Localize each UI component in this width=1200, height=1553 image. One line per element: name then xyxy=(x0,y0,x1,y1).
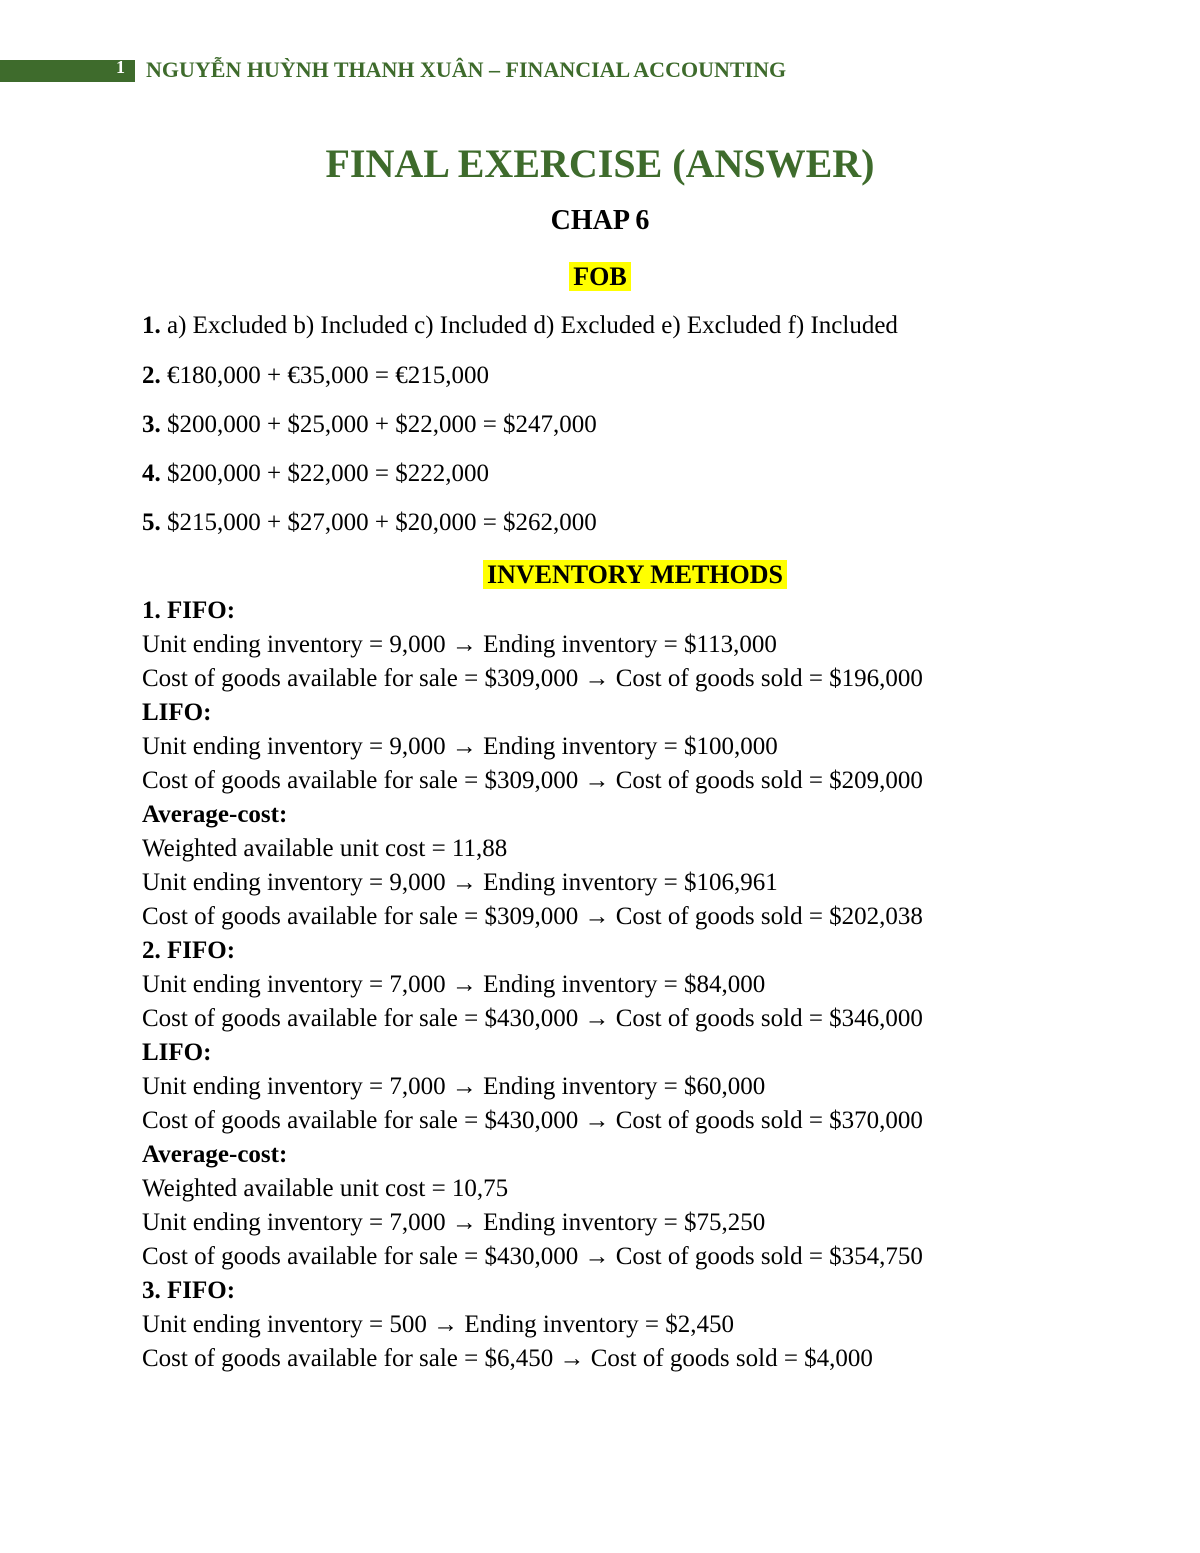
fob-answer-number: 3. xyxy=(142,411,161,438)
inventory-heading-row xyxy=(0,560,1200,590)
inventory-line xyxy=(142,1274,235,1308)
line-text: Weighted available unit cost = 10,75 xyxy=(142,1175,509,1202)
line-text: Unit ending inventory = 9,000 → Ending inventory = $113,000 xyxy=(142,631,777,658)
inventory-line xyxy=(142,968,765,1002)
header-title: NGUYỄN HUỲNH THANH XUÂN – FINANCIAL ACCOUNTING xyxy=(146,57,787,82)
line-text: Unit ending inventory = 9,000 → Ending inventory = $100,000 xyxy=(142,733,778,760)
fob-answer-text: $200,000 + $25,000 + $22,000 = $247,000 xyxy=(160,411,597,438)
inventory-line xyxy=(142,764,923,798)
inventory-line xyxy=(142,1308,734,1342)
fob-answer-number: 2. xyxy=(142,362,161,389)
inventory-line xyxy=(142,696,211,730)
inventory-line xyxy=(142,662,923,696)
inventory-line xyxy=(142,1342,873,1376)
method-label: 1. FIFO: xyxy=(142,597,236,624)
fob-answer-number: 4. xyxy=(142,460,161,487)
inventory-line xyxy=(142,866,778,900)
line-text: Cost of goods available for sale = $430,000 → Cost of goods sold = $370,000 xyxy=(142,1107,923,1134)
line-text: Cost of goods available for sale = $430,000 → Cost of goods sold = $346,000 xyxy=(142,1005,923,1032)
page-header xyxy=(0,56,1200,88)
method-label: LIFO: xyxy=(142,1039,212,1066)
inventory-line xyxy=(142,1104,923,1138)
fob-answer-1 xyxy=(142,312,898,340)
inventory-line xyxy=(142,798,287,832)
inventory-line xyxy=(142,1172,508,1206)
inventory-line xyxy=(142,594,235,628)
line-text: Cost of goods available for sale = $309,000 → Cost of goods sold = $209,000 xyxy=(142,767,923,794)
fob-answer-number: 1. xyxy=(142,312,161,339)
fob-heading: FOB xyxy=(569,262,630,291)
inventory-line xyxy=(142,1002,923,1036)
inventory-line xyxy=(142,934,235,968)
line-text: Cost of goods available for sale = $6,450 → Cost of goods sold = $4,000 xyxy=(142,1345,873,1372)
inventory-line xyxy=(142,1036,211,1070)
fob-answer-text: $200,000 + $22,000 = $222,000 xyxy=(160,460,489,487)
fob-answer-text: $215,000 + $27,000 + $20,000 = $262,000 xyxy=(160,509,597,536)
inventory-line xyxy=(142,730,778,764)
chapter-heading: CHAP 6 xyxy=(550,205,650,236)
line-text: Unit ending inventory = 500 → Ending inventory = $2,450 xyxy=(142,1311,735,1338)
inventory-line xyxy=(142,1206,765,1240)
fob-answer-3 xyxy=(142,411,597,439)
line-text: Unit ending inventory = 7,000 → Ending inventory = $60,000 xyxy=(142,1073,766,1100)
method-label: LIFO: xyxy=(142,699,212,726)
line-text: Unit ending inventory = 7,000 → Ending inventory = $75,250 xyxy=(142,1209,766,1236)
fob-heading-row xyxy=(0,262,1200,292)
fob-answer-text: a) Excluded b) Included c) Included d) Excluded e) Excluded f) Included xyxy=(160,312,898,339)
inventory-line xyxy=(142,832,507,866)
fob-answer-5 xyxy=(142,509,597,537)
fob-answer-4 xyxy=(142,460,489,488)
method-label: 3. FIFO: xyxy=(142,1277,236,1304)
page-number: 1 xyxy=(116,57,125,77)
line-text: Cost of goods available for sale = $309,000 → Cost of goods sold = $202,038 xyxy=(142,903,923,930)
method-label: 2. FIFO: xyxy=(142,937,236,964)
inventory-line xyxy=(142,900,923,934)
fob-answer-text: €180,000 + €35,000 = €215,000 xyxy=(160,362,489,389)
inventory-line xyxy=(142,1240,923,1274)
fob-answer-number: 5. xyxy=(142,509,161,536)
line-text: Cost of goods available for sale = $430,000 → Cost of goods sold = $354,750 xyxy=(142,1243,923,1270)
line-text: Weighted available unit cost = 11,88 xyxy=(142,835,508,862)
fob-answer-2 xyxy=(142,362,489,390)
inventory-line xyxy=(142,628,777,662)
line-text: Unit ending inventory = 7,000 → Ending inventory = $84,000 xyxy=(142,971,766,998)
inventory-methods-heading: INVENTORY METHODS xyxy=(483,560,787,589)
inventory-line xyxy=(142,1138,287,1172)
line-text: Unit ending inventory = 9,000 → Ending inventory = $106,961 xyxy=(142,869,778,896)
header-accent-bar xyxy=(0,60,135,82)
line-text: Cost of goods available for sale = $309,000 → Cost of goods sold = $196,000 xyxy=(142,665,923,692)
method-label: Average-cost: xyxy=(142,1141,288,1168)
method-label: Average-cost: xyxy=(142,801,288,828)
inventory-line xyxy=(142,1070,765,1104)
document-title: FINAL EXERCISE (ANSWER) xyxy=(325,141,875,186)
